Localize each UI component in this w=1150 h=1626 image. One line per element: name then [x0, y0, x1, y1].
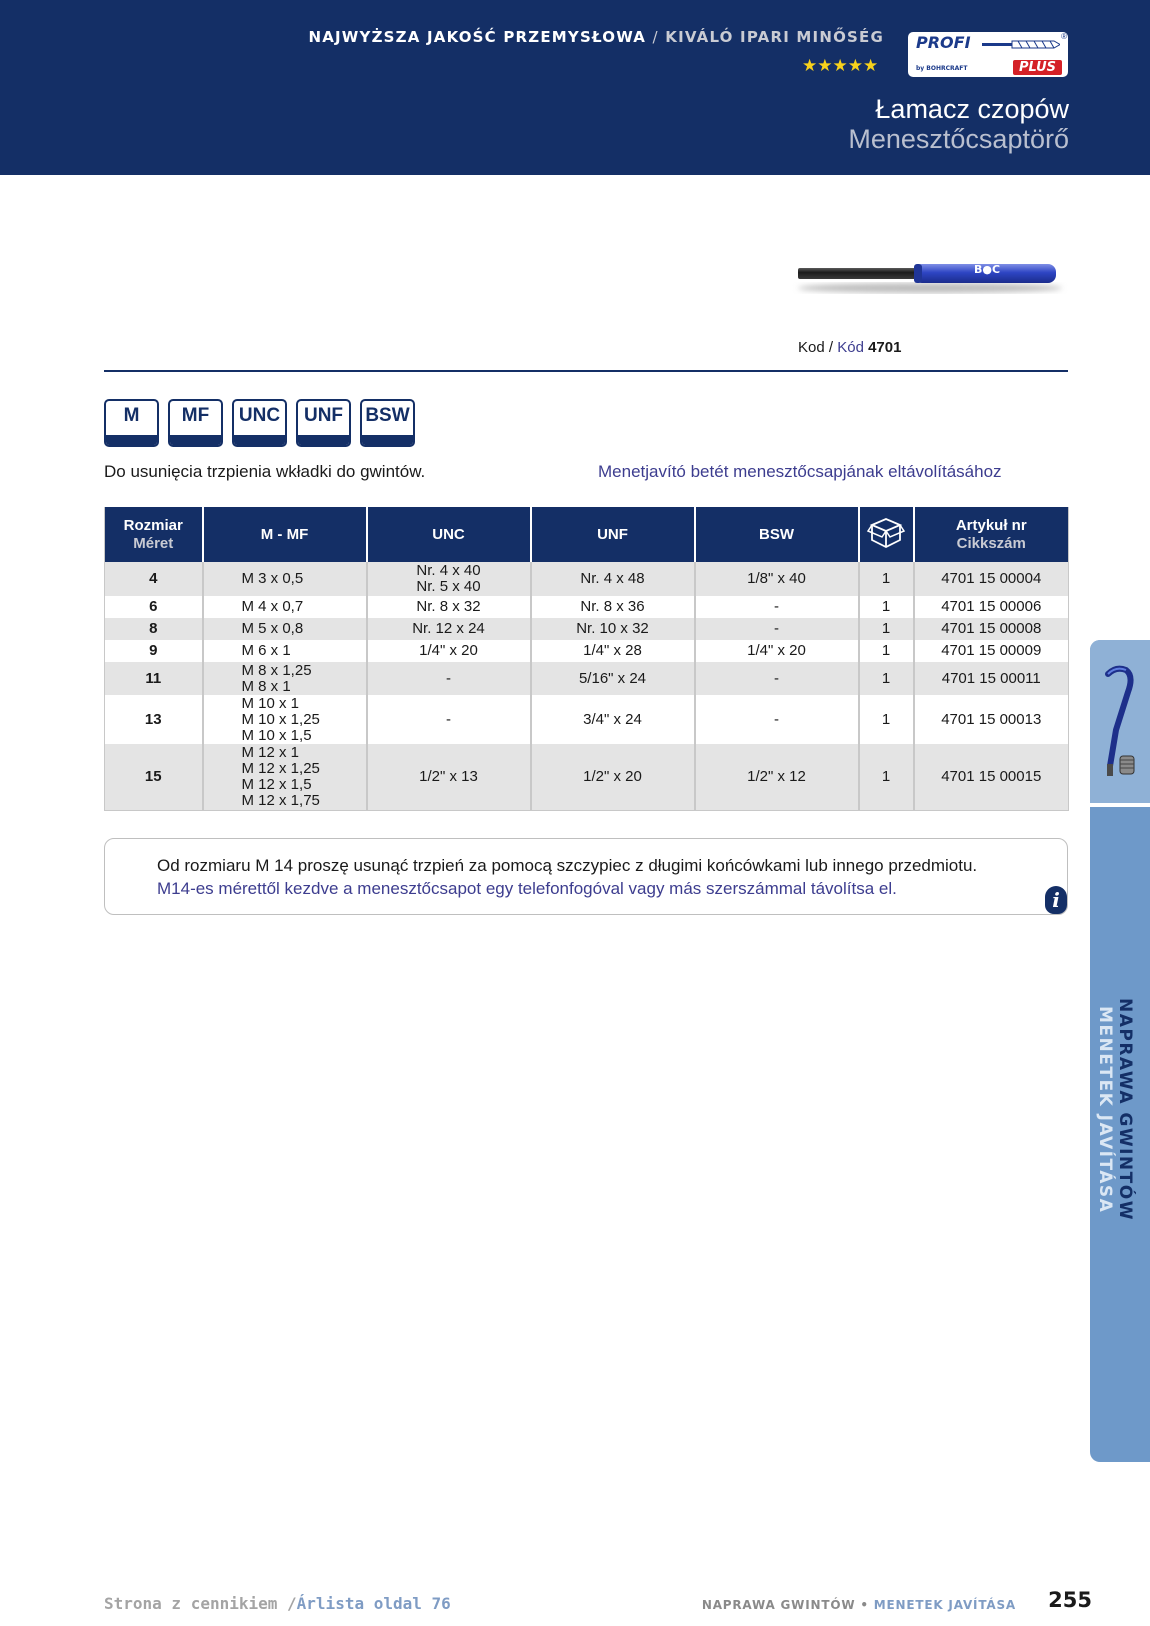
footer-right-hu: MENETEK JAVÍTÁSA: [873, 1598, 1016, 1612]
footer-section-name: [702, 1598, 1016, 1612]
description-pl: Do usunięcia trzpienia wkładki do gwintów.: [104, 462, 426, 481]
quality-tagline: [308, 28, 884, 46]
description-hu: Menetjavító betét menesztőcsapjának eltávolításához: [598, 462, 1002, 481]
table-row: 9 M 6 x 1 1/4" x 20 1/4" x 28 1/4" x 20 1 4701 15 00009: [105, 640, 1069, 662]
registered-mark: ®: [1061, 32, 1067, 41]
tagline-pl: NAJWYŻSZA JAKOŚĆ PRZEMYSŁOWA: [308, 28, 647, 46]
code-separator: /: [824, 339, 838, 356]
header-bsw: BSW: [695, 507, 859, 562]
header-article: Artykuł nr Cikkszám: [914, 507, 1069, 562]
tang-breaker-product-image: [790, 250, 1090, 310]
footer-left-pl: Strona z cennikiem: [104, 1594, 278, 1613]
info-icon: i: [1045, 886, 1067, 914]
rating-stars-icon: ★★★★★: [802, 56, 879, 75]
header-unc: UNC: [367, 507, 531, 562]
footer-left-sep: /: [277, 1594, 297, 1613]
code-label-hu: Kód: [837, 339, 864, 356]
side-tab-label-hu: MENETEK JAVÍTÁSA: [1095, 1006, 1115, 1214]
page-title-pl: Łamacz czopów: [875, 94, 1069, 124]
tagline-hu: KIVÁLÓ IPARI MINŐSÉG: [665, 28, 884, 46]
specification-table: [104, 507, 1069, 811]
page-number: 255: [1048, 1588, 1092, 1612]
badge-bsw: BSW: [360, 399, 415, 447]
section-divider: [104, 370, 1068, 372]
table-row: 11 M 8 x 1,25 M 8 x 1 - 5/16" x 24 - 1 4701 15 00011: [105, 662, 1069, 695]
tagline-separator: /: [652, 28, 659, 46]
code-value: 4701: [868, 339, 902, 356]
info-text-pl: Od rozmiaru M 14 proszę usunąć trzpień za pomocą szczypiec z długimi końcówkami lub innego przedmiotu.: [157, 856, 978, 875]
logo-plus-text: PLUS: [1013, 60, 1062, 75]
footer-price-list-ref: [104, 1594, 451, 1613]
profi-plus-logo: [908, 32, 1068, 77]
footer-left-hu: Árlista oldal 76: [296, 1594, 451, 1613]
thread-repair-tool-icon: [1090, 640, 1150, 803]
badge-unc: UNC: [232, 399, 287, 447]
info-note-box: [104, 838, 1068, 915]
page-title-hu: Menesztőcsaptörő: [848, 124, 1069, 154]
table-header-row: [105, 507, 1069, 562]
table-row: 15 M 12 x 1 M 12 x 1,25 M 12 x 1,5 M 12 x 1,75 1/2" x 13 1/2" x 20 1/2" x 12 1 4701 15 00015: [105, 744, 1069, 810]
badge-unf: UNF: [296, 399, 351, 447]
logo-profi-text: PROFI: [916, 33, 971, 52]
side-tab-icon-area: [1090, 640, 1150, 803]
side-tab-label-pl: NAPRAWA GWINTÓW: [1115, 998, 1135, 1221]
header-m-mf: M - MF: [203, 507, 367, 562]
logo-by-text: by BOHRCRAFT: [916, 65, 968, 72]
badge-mf: MF: [168, 399, 223, 447]
footer-right-sep: •: [855, 1598, 874, 1612]
header-unf: UNF: [531, 507, 695, 562]
code-label-pl: Kod: [798, 339, 825, 356]
product-code: [798, 339, 901, 356]
table-row: 13 M 10 x 1 M 10 x 1,25 M 10 x 1,5 - 3/4" x 24 - 1 4701 15 00013: [105, 695, 1069, 744]
thread-type-badges: [104, 399, 415, 447]
header-size: Rozmiar Méret: [105, 507, 203, 562]
page-header: [0, 0, 1150, 175]
info-text-hu: M14-es mérettől kezdve a menesztőcsapot egy telefonfogóval vagy más szerszámmal távolítsa el.: [157, 879, 897, 898]
side-tab-divider: [1090, 803, 1150, 807]
table-row: 4 M 3 x 0,5 Nr. 4 x 40 Nr. 5 x 40 Nr. 4 x 48 1/8" x 40 1 4701 15 00004: [105, 562, 1069, 596]
footer-right-pl: NAPRAWA GWINTÓW: [701, 1598, 856, 1612]
drill-icon: [982, 40, 1060, 49]
header-package-quantity: [859, 507, 914, 562]
badge-m: M: [104, 399, 159, 447]
table-row: 8 M 5 x 0,8 Nr. 12 x 24 Nr. 10 x 32 - 1 4701 15 00008: [105, 618, 1069, 640]
table-row: 6 M 4 x 0,7 Nr. 8 x 32 Nr. 8 x 36 - 1 4701 15 00006: [105, 596, 1069, 618]
handle-brand-mark: B●C: [974, 263, 1001, 276]
box-icon: [866, 514, 906, 550]
side-tab-label: [1087, 998, 1147, 1268]
